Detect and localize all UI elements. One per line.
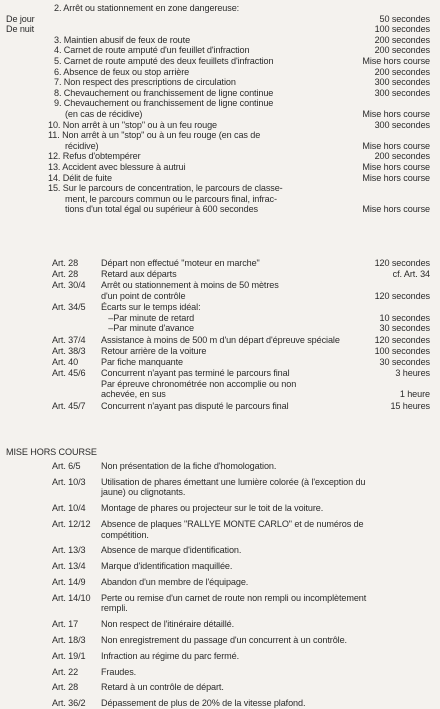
penalty-value: Mise hors course [362, 109, 430, 119]
disqualification-description: Dépassement de plus de 20% de la vitesse plafond. [101, 698, 306, 709]
penalty-text: 6. Absence de feux ou stop arrière [54, 66, 190, 77]
article-number: Art. 30/4 [52, 280, 86, 291]
article-number: Art. 17 [52, 619, 79, 630]
disqualification-description: Perte ou remise d'un carnet de route non rempli ou incomplètement [101, 592, 367, 603]
article-number: Art. 28 [52, 682, 79, 693]
disqualification-description: Utilisation de phares émettant une lumière colorée (à l'exception du [101, 476, 366, 487]
article-description: –Par minute d'avance [101, 323, 194, 334]
disqualification-description: rempli. [101, 603, 128, 614]
article-penalty: 15 heures [390, 400, 430, 411]
penalty-value: 300 secondes [374, 77, 430, 88]
article-penalty: 10 secondes [379, 312, 430, 323]
disqualification-description: Absence de plaques "RALLYE MONTE CARLO" et de numéros de [101, 519, 364, 529]
penalty-value: Mise hors course [362, 56, 430, 66]
article-number: Art. 37/4 [52, 334, 86, 345]
penalty-text: De jour [6, 13, 35, 24]
disqualification-description: jaune) ou clignotants. [101, 487, 186, 498]
penalty-text: 10. Non arrêt à un "stop" ou à un feu rouge [48, 119, 217, 130]
article-description: Par épreuve chronométrée non accomplie ou non [101, 378, 297, 389]
penalty-text: 7. Non respect des prescriptions de circulation [54, 77, 236, 88]
penalty-text: 2. Arrêt ou stationnement en zone dangereuse: [54, 3, 240, 13]
article-description: Écarts sur le temps idéal: [101, 302, 201, 313]
article-number: Art. 22 [52, 666, 79, 677]
article-number: Art. 19/1 [52, 650, 86, 661]
article-number: Art. 40 [52, 357, 79, 367]
penalty-value: 300 secondes [374, 119, 430, 130]
penalty-text: 5. Carnet de route amputé des deux feuillets d'infraction [54, 56, 274, 66]
penalty-value: 300 secondes [374, 87, 430, 98]
disqualification-description: Fraudes. [101, 666, 137, 677]
penalty-text: ment, le parcours commun ou le parcours final, infrac- [65, 193, 277, 204]
penalty-text: 11. Non arrêt à un "stop" ou à un feu rouge (en cas de [48, 130, 261, 141]
penalty-value: 50 secondes [379, 13, 430, 24]
penalty-text: récidive) [65, 140, 99, 151]
article-penalty: 100 secondes [374, 345, 430, 356]
penalty-text: 13. Accident avec blessure à autrui [48, 162, 186, 172]
penalty-text: 14. Délit de fuite [48, 172, 112, 183]
article-description: Par fiche manquante [101, 357, 184, 367]
disqualification-description: Retard à un contrôle de départ. [101, 682, 224, 693]
article-number: Art. 34/5 [52, 302, 86, 313]
article-number: Art. 6/5 [52, 461, 81, 471]
article-number: Art. 18/3 [52, 635, 86, 645]
disqualification-description: Non présentation de la fiche d'homologation. [101, 461, 277, 471]
article-penalty: 30 secondes [379, 357, 430, 367]
disqualification-description: Non respect de l'itinéraire détaillé. [101, 619, 234, 630]
penalty-value: Mise hors course [362, 162, 430, 172]
article-penalty: 120 secondes [374, 290, 430, 301]
penalty-text: 9. Chevauchement ou franchissement de ligne continue [54, 98, 274, 109]
penalty-value: 200 secondes [374, 45, 430, 56]
penalty-value: Mise hors course [362, 140, 430, 151]
article-description: Concurrent n'ayant pas terminé le parcours final [101, 368, 290, 379]
article-number: Art. 12/12 [52, 519, 91, 529]
article-number: Art. 36/2 [52, 698, 86, 709]
penalty-text: 4. Carnet de route amputé d'un feuillet d'infraction [54, 45, 250, 56]
article-penalty: cf. Art. 34 [392, 269, 430, 280]
article-number: Art. 28 [52, 269, 79, 280]
article-description: d'un point de contrôle [101, 290, 186, 301]
penalty-text: 12. Refus d'obtempérer [48, 151, 141, 162]
disqualification-description: Abandon d'un membre de l'équipage. [101, 577, 249, 587]
disqualification-description: Non enregistrement du passage d'un concurrent à un contrôle. [101, 635, 347, 645]
article-description: Arrêt ou stationnement à moins de 50 mètres [101, 280, 279, 291]
article-description: Départ non effectué "moteur en marche" [101, 258, 260, 268]
article-number: Art. 14/9 [52, 577, 86, 587]
article-number: Art. 38/3 [52, 345, 86, 356]
article-number: Art. 13/3 [52, 545, 86, 556]
article-penalty: 30 secondes [379, 323, 430, 334]
penalty-value: 100 secondes [374, 24, 430, 35]
article-number: Art. 13/4 [52, 561, 86, 572]
article-number: Art. 10/4 [52, 503, 86, 514]
article-description: Retour arrière de la voiture [101, 345, 207, 356]
article-description: Assistance à moins de 500 m d'un départ d'épreuve spéciale [101, 334, 340, 345]
section-heading: MISE HORS COURSE [6, 447, 97, 457]
disqualification-description: Montage de phares ou projecteur sur le toit de la voiture. [101, 503, 324, 514]
penalty-value: 200 secondes [374, 151, 430, 162]
article-number: Art. 45/7 [52, 400, 86, 411]
article-number: Art. 10/3 [52, 476, 86, 487]
disqualification-description: Marque d'identification maquillée. [101, 561, 233, 572]
article-number: Art. 14/10 [52, 592, 91, 603]
penalty-text: tions d'un total égal ou supérieur à 600 secondes [65, 204, 258, 215]
article-penalty: 120 secondes [374, 334, 430, 345]
article-penalty: 120 secondes [374, 258, 430, 268]
penalty-text: (en cas de récidive) [65, 109, 143, 119]
penalty-value: Mise hors course [362, 172, 430, 183]
disqualification-description: Infraction au régime du parc fermé. [101, 650, 240, 661]
penalty-value: Mise hors course [362, 204, 430, 215]
disqualification-description: Absence de marque d'identification. [101, 545, 242, 556]
article-penalty: 1 heure [399, 389, 430, 400]
article-description: Retard aux départs [101, 269, 177, 280]
penalty-text: 3. Maintien abusif de feux de route [54, 34, 191, 45]
article-description: achevée, en sus [101, 389, 166, 400]
article-penalty: 3 heures [395, 368, 430, 379]
penalty-text: 8. Chevauchement ou franchissement de ligne continue [54, 87, 274, 98]
article-description: Concurrent n'ayant pas disputé le parcours final [101, 400, 289, 411]
article-number: Art. 28 [52, 258, 79, 268]
penalty-value: 200 secondes [374, 66, 430, 77]
penalty-text: 15. Sur le parcours de concentration, le parcours de classe- [48, 183, 283, 194]
penalty-value: 200 secondes [374, 34, 430, 45]
article-number: Art. 45/6 [52, 368, 86, 379]
penalty-text: De nuit [6, 24, 35, 35]
disqualification-description: compétition. [101, 529, 149, 540]
article-description: –Par minute de retard [101, 312, 195, 323]
